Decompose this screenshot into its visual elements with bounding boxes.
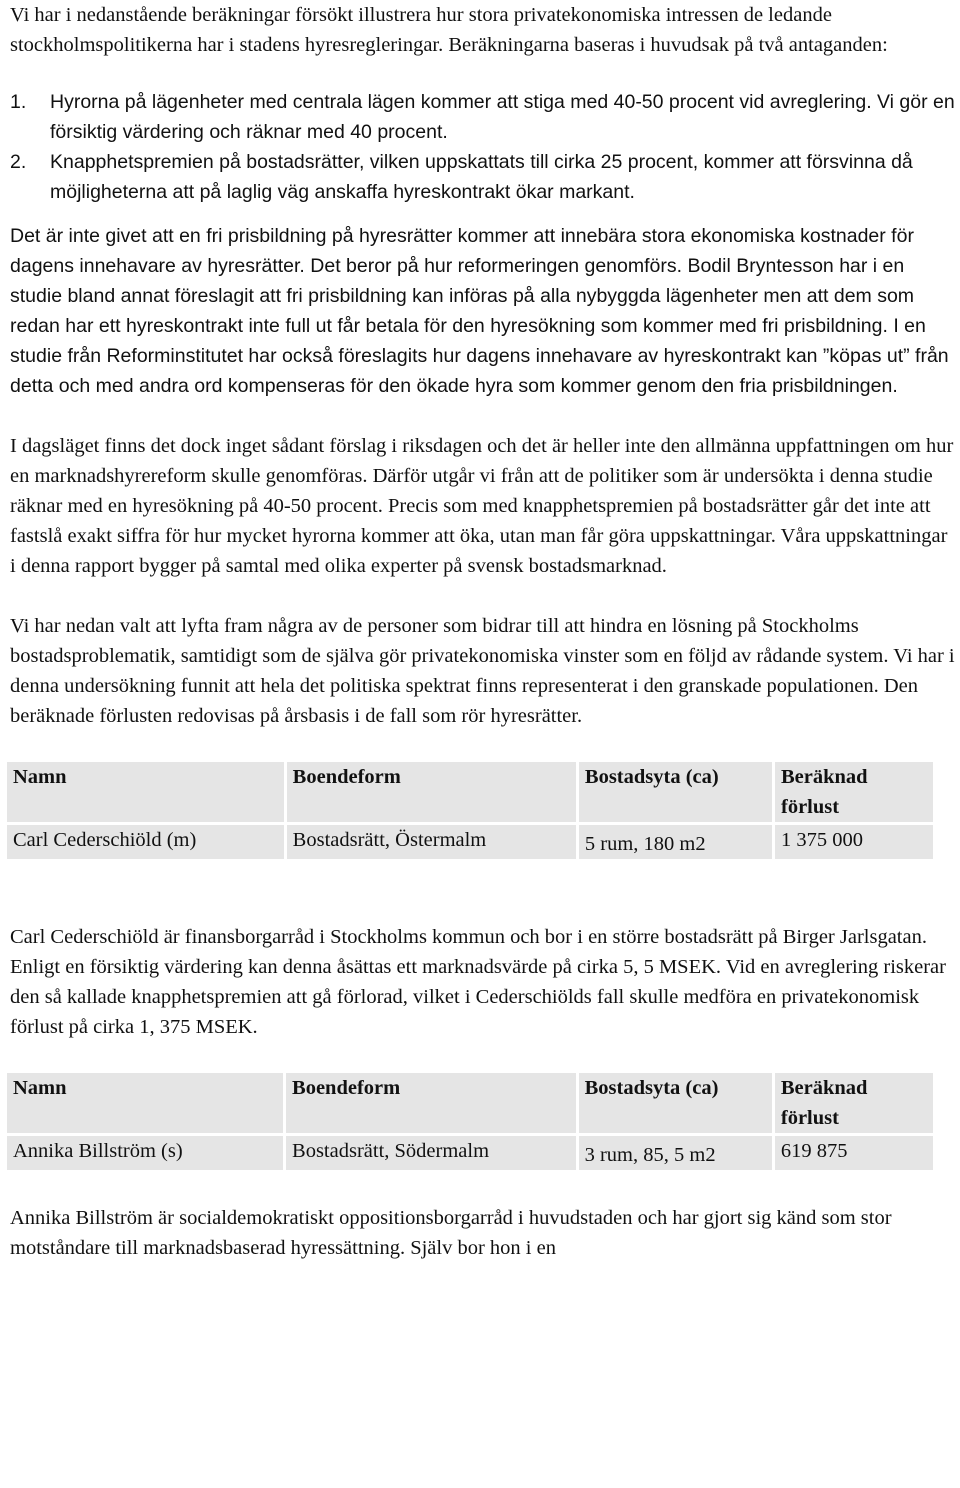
cell-size: 3 rum, 85, 5 m2 xyxy=(579,1136,772,1170)
cell-housing: Bostadsrätt, Östermalm xyxy=(287,825,576,859)
person-table xyxy=(4,1070,936,1173)
body-paragraph: Det är inte givet att en fri prisbildning på hyresrätter kommer att innebära stora ekonomiska kostnader för dagens innehavare av hyresrätter. Det beror på hur reformeringen genomförs. Bodil Bryntesson har i en studie bland annat föreslagit att fri prisbildning kan införas på alla nybyggda lägenheter men att dem som redan har ett hyreskontrakt inte full ut får betala för den hyresökning som kommer med fri prisbildning. I en studie från Reforminstitutet har också föreslagits hur dagens innehavare av hyreskontrakt kan ”köpas ut” från detta och med andra ord kompenseras för den ökade hyra som kommer genom den fria prisbildningen. xyxy=(10,225,949,397)
column-header-name: Namn xyxy=(7,762,284,822)
list-item xyxy=(10,87,956,147)
cell-name: Annika Billström (s) xyxy=(7,1136,283,1170)
column-header-housing: Boendeform xyxy=(287,762,576,822)
cell-loss: 619 875 xyxy=(775,1136,933,1170)
column-header-size: Bostadsyta (ca) xyxy=(579,1073,772,1133)
person-table xyxy=(4,759,936,862)
column-header-name: Namn xyxy=(7,1073,283,1133)
cell-size: 5 rum, 180 m2 xyxy=(579,825,772,859)
table-header-row xyxy=(7,1073,933,1133)
list-number: 2. xyxy=(10,151,27,173)
column-header-size: Bostadsyta (ca) xyxy=(579,762,772,822)
column-header-loss: Beräknad förlust xyxy=(775,1073,933,1133)
cell-name: Carl Cederschiöld (m) xyxy=(7,825,284,859)
body-paragraph: I dagsläget finns det dock inget sådant förslag i riksdagen och det är heller inte den allmänna uppfattningen om hur en marknadshyrereform skulle genomföras. Därför utgår vi från att de politiker som är undersökta i denna studie räknar med en hyresökning på 40-50 procent. Precis som med knapphetspremien på bostadsrätter går det inte att fastslå exakt siffra för hur mycket hyrorna kommer att öka, utan man får göra uppskattningar. Våra uppskattningar i denna rapport bygger på samtal med olika experter på svensk bostadsmarknad. xyxy=(10,435,954,577)
cell-loss: 1 375 000 xyxy=(775,825,933,859)
document-page xyxy=(10,0,956,1263)
intro-paragraph: Vi har i nedanstående beräkningar försökt illustrera hur stora privatekonomiska intressen de ledande stockholmspolitikerna har i stadens hyresregleringar. Beräkningarna baseras i huvudsak på två antaganden: xyxy=(10,4,888,56)
person-description: Carl Cederschiöld är finansborgarråd i Stockholms kommun och bor i en större bostadsrätt på Birger Jarlsgatan. Enligt en försiktig värdering kan denna åsättas ett marknadsvärde på cirka 5, 5 MSEK. Vid en avreglering riskerar den så kallade knapphetspremien att gå förlorad, vilket i Cederschiölds fall skulle medföra en privatekonomisk förlust på cirka 1, 375 MSEK. xyxy=(10,926,946,1038)
cell-housing: Bostadsrätt, Södermalm xyxy=(286,1136,576,1170)
person-description: Annika Billström är socialdemokratiskt oppositionsborgarråd i huvudstaden och har gjort sig känd som stor motståndare till marknadsbaserad hyressättning. Själv bor hon i en xyxy=(10,1207,892,1259)
table-row xyxy=(7,825,933,859)
list-number: 1. xyxy=(10,91,27,113)
column-header-housing: Boendeform xyxy=(286,1073,576,1133)
list-item xyxy=(10,147,956,207)
assumptions-list xyxy=(10,87,956,207)
table-header-row xyxy=(7,762,933,822)
column-header-loss: Beräknad förlust xyxy=(775,762,933,822)
table-row xyxy=(7,1136,933,1170)
list-text: Hyrorna på lägenheter med centrala lägen kommer att stiga med 40-50 procent vid avreglering. Vi gör en försiktig värdering och räknar med 40 procent. xyxy=(50,91,955,143)
body-paragraph: Vi har nedan valt att lyfta fram några av de personer som bidrar till att hindra en lösning på Stockholms bostadsproblematik, samtidigt som de själva gör privatekonomiska vinster som en följd av rådande system. Vi har i denna undersökning funnit att hela det politiska spektrat finns representerat i den granskade populationen. Den beräknade förlusten redovisas på årsbasis i de fall som rör hyresrätter. xyxy=(10,615,955,727)
list-text: Knapphetspremien på bostadsrätter, vilken uppskattats till cirka 25 procent, kommer att försvinna då möjligheterna att på laglig väg anskaffa hyreskontrakt ökar markant. xyxy=(50,151,913,203)
